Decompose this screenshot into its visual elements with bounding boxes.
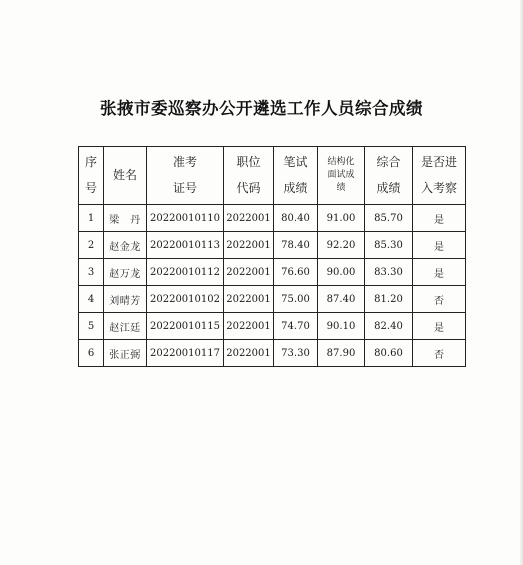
header-interview-score: 结构化 面试成 绩	[318, 147, 365, 205]
cell-exam-number: 20220010115	[147, 313, 224, 340]
cell-interview-score: 91.00	[318, 205, 365, 232]
cell-inspection: 否	[413, 286, 466, 313]
cell-written-score: 80.40	[274, 205, 318, 232]
cell-index: 6	[79, 340, 104, 367]
cell-name: 赵万龙	[104, 259, 147, 286]
header-total-score: 综合 成绩	[365, 147, 413, 205]
document-title: 张掖市委巡察办公开遴选工作人员综合成绩	[100, 99, 423, 118]
table-row	[79, 286, 466, 313]
header-exam-number: 准考 证号	[147, 147, 224, 205]
cell-position-code: 2022001	[224, 340, 274, 367]
cell-name: 梁 丹	[104, 205, 147, 232]
cell-exam-number: 20220010117	[147, 340, 224, 367]
table-row	[79, 340, 466, 367]
scores-table	[78, 146, 466, 367]
table-row	[79, 313, 466, 340]
table-row	[79, 232, 466, 259]
cell-total-score: 83.30	[365, 259, 413, 286]
cell-inspection: 是	[413, 232, 466, 259]
cell-written-score: 73.30	[274, 340, 318, 367]
cell-inspection: 是	[413, 205, 466, 232]
table-row	[79, 259, 466, 286]
cell-name: 刘晴芳	[104, 286, 147, 313]
header-inspection: 是否进 入考察	[413, 147, 466, 205]
cell-position-code: 2022001	[224, 205, 274, 232]
header-written-score: 笔试 成绩	[274, 147, 318, 205]
cell-interview-score: 87.40	[318, 286, 365, 313]
cell-inspection: 是	[413, 313, 466, 340]
cell-inspection: 是	[413, 259, 466, 286]
cell-written-score: 78.40	[274, 232, 318, 259]
cell-name: 赵江廷	[104, 313, 147, 340]
cell-index: 4	[79, 286, 104, 313]
cell-name: 赵金龙	[104, 232, 147, 259]
table-header-row	[79, 147, 466, 205]
cell-written-score: 75.00	[274, 286, 318, 313]
cell-total-score: 85.70	[365, 205, 413, 232]
table-row	[79, 205, 466, 232]
header-index: 序 号	[79, 147, 104, 205]
cell-interview-score: 90.00	[318, 259, 365, 286]
cell-exam-number: 20220010102	[147, 286, 224, 313]
cell-position-code: 2022001	[224, 286, 274, 313]
cell-total-score: 85.30	[365, 232, 413, 259]
cell-written-score: 76.60	[274, 259, 318, 286]
cell-name: 张正弼	[104, 340, 147, 367]
cell-exam-number: 20220010112	[147, 259, 224, 286]
cell-total-score: 82.40	[365, 313, 413, 340]
cell-position-code: 2022001	[224, 259, 274, 286]
cell-inspection: 否	[413, 340, 466, 367]
cell-written-score: 74.70	[274, 313, 318, 340]
header-position-code: 职位 代码	[224, 147, 274, 205]
cell-exam-number: 20220010110	[147, 205, 224, 232]
cell-total-score: 80.60	[365, 340, 413, 367]
cell-index: 1	[79, 205, 104, 232]
cell-index: 2	[79, 232, 104, 259]
cell-position-code: 2022001	[224, 232, 274, 259]
cell-exam-number: 20220010113	[147, 232, 224, 259]
cell-interview-score: 92.20	[318, 232, 365, 259]
cell-index: 3	[79, 259, 104, 286]
cell-index: 5	[79, 313, 104, 340]
cell-position-code: 2022001	[224, 313, 274, 340]
cell-total-score: 81.20	[365, 286, 413, 313]
cell-interview-score: 87.90	[318, 340, 365, 367]
cell-interview-score: 90.10	[318, 313, 365, 340]
header-name: 姓名	[104, 147, 147, 205]
